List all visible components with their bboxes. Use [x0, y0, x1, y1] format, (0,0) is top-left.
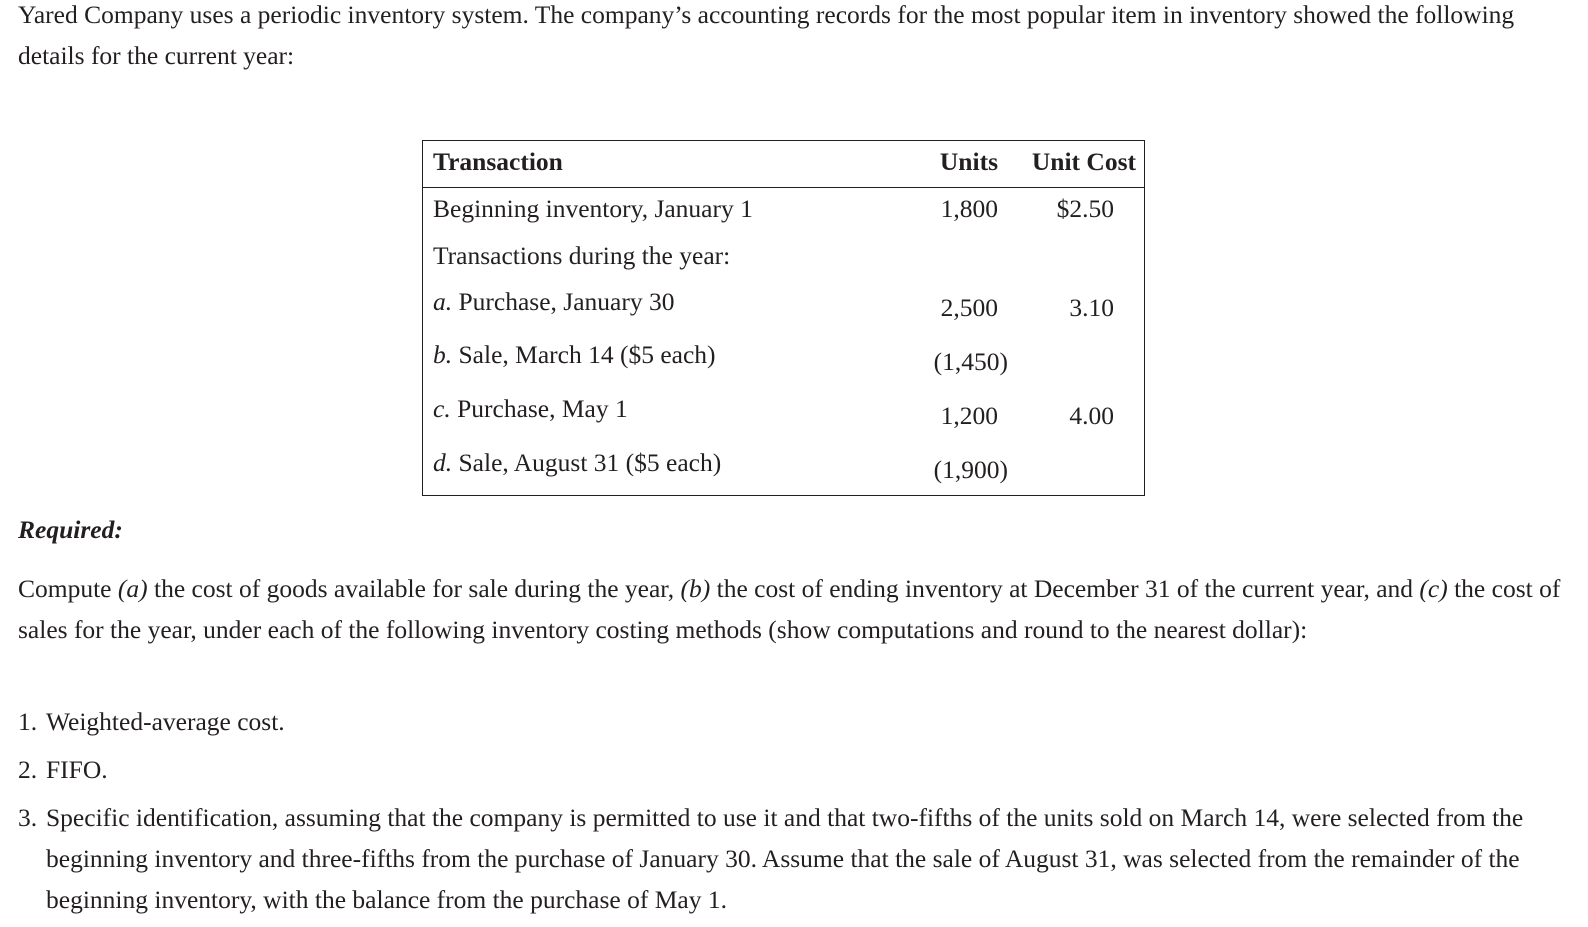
list-item: 3. Specific identification, assuming that the company is permitted to use it and that two-fifths of the units sold on March 14, were selected from the beginning inventory and three-fifths from the purchase of January 30. Assume that the sale of August 31, was selected from the remainder of the beginning inventory, with the balance from the purchase of May 1.	[18, 803, 1524, 914]
table-row-desc: Beginning inventory, January 1	[433, 194, 753, 223]
row-letter: d.	[433, 448, 453, 477]
inventory-table	[422, 140, 1145, 496]
table-row-desc: d. Sale, August 31 ($5 each)	[433, 448, 722, 477]
table-row-cost: $2.50	[1056, 194, 1114, 223]
table-row-units: (1,450)	[933, 347, 1008, 376]
row-letter: b.	[433, 340, 453, 369]
required-heading: Required:	[18, 515, 123, 544]
compute-paragraph: Compute (a) the cost of goods available for sale during the year, (b) the cost of ending inventory at December 31 of the current year, and (c) the cost of sales for the year, under each of the following inventory costing methods (show computations and round to the nearest dollar):	[18, 574, 1561, 644]
table-row-desc: b. Sale, March 14 ($5 each)	[433, 340, 716, 369]
table-row-units: 1,200	[940, 401, 998, 430]
table-row-cost: 3.10	[1069, 293, 1114, 322]
header-unit-cost: Unit Cost	[1031, 147, 1136, 176]
table-row-units: (1,900)	[933, 455, 1008, 484]
table-row-desc: a. Purchase, January 30	[433, 287, 675, 316]
table-row-desc: Transactions during the year:	[433, 241, 731, 270]
row-letter: a.	[433, 287, 453, 316]
table-row-cost: 4.00	[1069, 401, 1114, 430]
table-row-units: 1,800	[940, 194, 998, 223]
header-transaction: Transaction	[433, 147, 563, 176]
table-row-desc: c. Purchase, May 1	[433, 394, 628, 423]
list-item: 1. Weighted-average cost.	[18, 707, 285, 736]
row-letter: c.	[433, 394, 451, 423]
header-divider	[423, 187, 1144, 188]
header-units: Units	[939, 147, 998, 176]
intro-paragraph: Yared Company uses a periodic inventory system. The company’s accounting records for the most popular item in inventory showed the following details for the current year:	[18, 0, 1515, 70]
list-item: 2. FIFO.	[18, 755, 108, 784]
table-row-units: 2,500	[940, 293, 998, 322]
